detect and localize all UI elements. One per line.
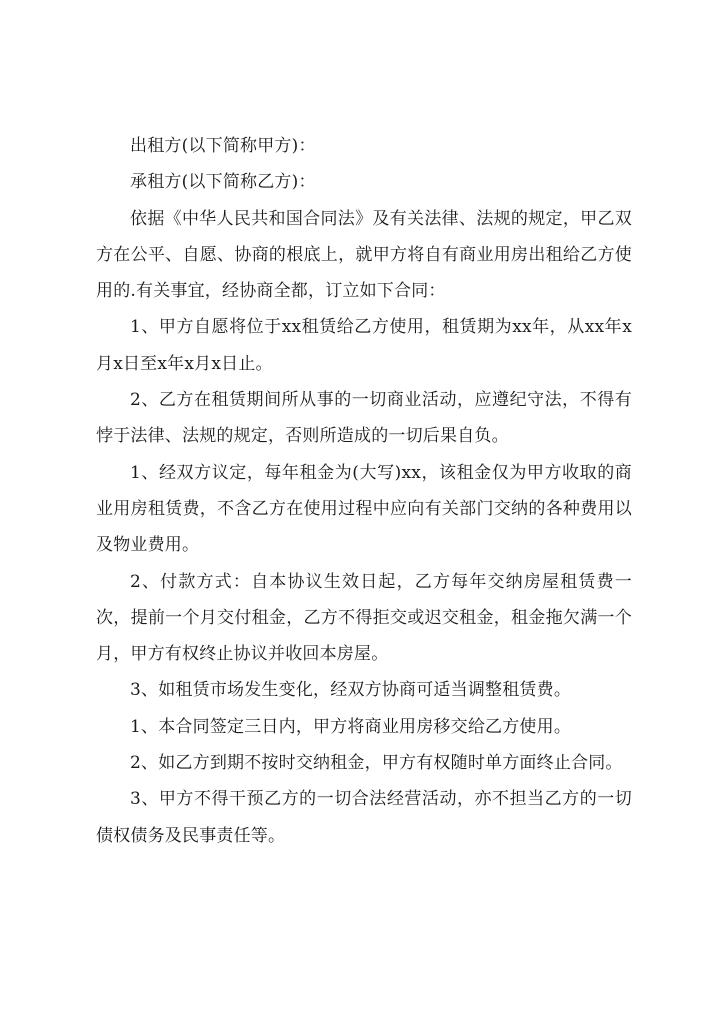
contract-body: [96, 128, 632, 854]
paragraph-clause-2-3: 3、如租赁市场发生变化，经双方协商可适当调整租赁费。: [130, 680, 572, 701]
paragraph-preamble: 依据《中华人民共和国合同法》及有关法律、法规的规定，甲乙双方在公平、自愿、协商的根底上，就甲方将自有商业用房出租给乙方使用的.有关事宜，经协商全都，订立如下合同：: [96, 208, 632, 302]
paragraph-lessor: 出租方(以下简称甲方)：: [130, 136, 316, 156]
paragraph-clause-3-3: 3、甲方不得干预乙方的一切合法经营活动，亦不担当乙方的一切债权债务及民事责任等。: [96, 789, 632, 846]
paragraph-clause-1-1: 1、甲方自愿将位于xx租赁给乙方使用，租赁期为xx年，从xx年x月x日至x年x月x日止。: [96, 317, 632, 374]
paragraph-clause-1-2: 2、乙方在租赁期间所从事的一切商业活动，应遵纪守法，不得有悖于法律、法规的规定，否则所造成的一切后果自负。: [96, 390, 632, 447]
paragraph-clause-2-1: 1、经双方议定，每年租金为(大写)xx，该租金仅为甲方收取的商业用房租赁费，不含乙方在使用过程中应向有关部门交纳的各种费用以及物业费用。: [96, 462, 632, 556]
paragraph-clause-3-1: 1、本合同签定三日内，甲方将商业用房移交给乙方使用。: [130, 716, 572, 737]
paragraph-lessee: 承租方(以下简称乙方)：: [130, 172, 316, 193]
paragraph-clause-2-2: 2、付款方式：自本协议生效日起，乙方每年交纳房屋租赁费一次，提前一个月交付租金，乙方不得拒交或迟交租金，租金拖欠满一个月，甲方有权终止协议并收回本房屋。: [96, 571, 632, 665]
paragraph-clause-3-2: 2、如乙方到期不按时交纳租金，甲方有权随时单方面终止合同。: [130, 753, 623, 774]
